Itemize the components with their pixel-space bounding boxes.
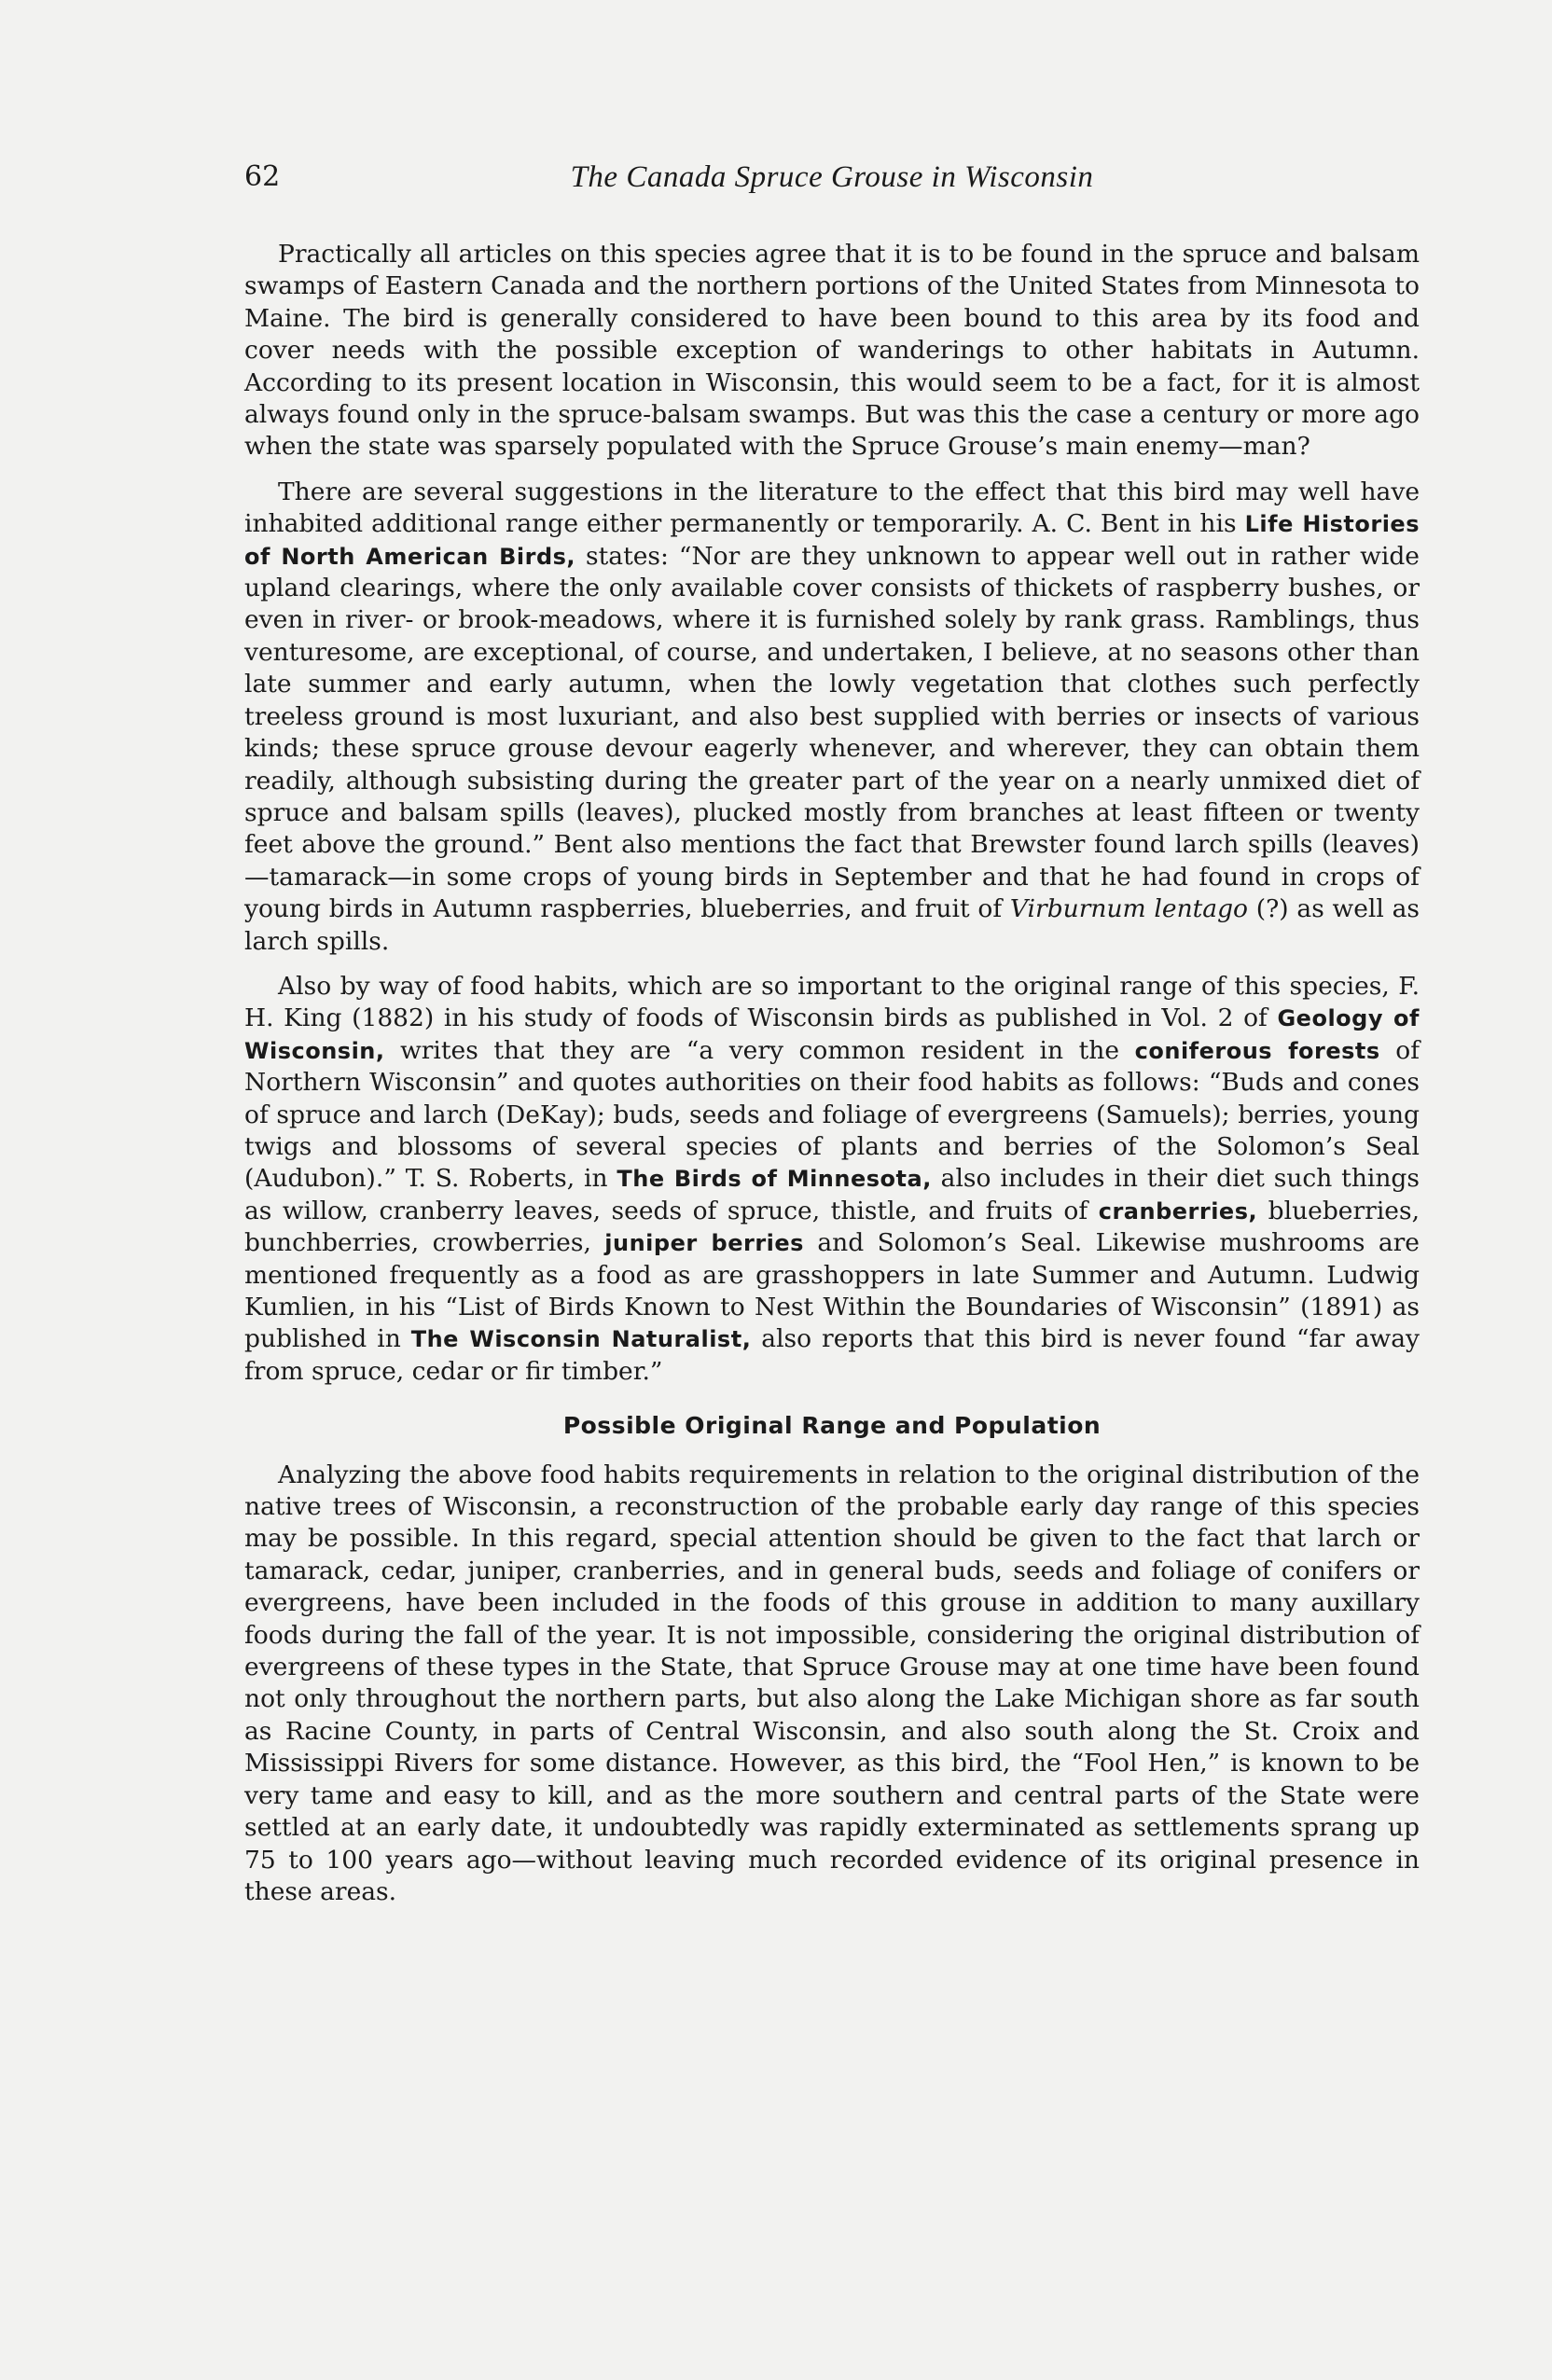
- book-title-birds-minnesota: The Birds of Minnesota,: [617, 1166, 932, 1193]
- running-head: [244, 149, 1420, 201]
- body-text: [244, 239, 1420, 1908]
- running-title: The Canada Spruce Grouse in Wisconsin: [570, 160, 1094, 194]
- page-number: 62: [244, 160, 281, 193]
- book-title-life-histories: Life Histories of North American Birds,: [244, 511, 1420, 570]
- paragraph-3: [244, 971, 1420, 1388]
- paragraph-3-text: of Northern Wisconsin” and quotes authorities on their food habits as follows: “Buds and cones of spruce and larch (DeKay); buds, seeds and foliage of evergreens (Samuels); berries, young twigs and blossoms of several species of plants and berries of the Solomon’s Seal (Audubon).” T. S. Roberts, in: [244, 1035, 1420, 1194]
- paragraph-3-text: and Solomon’s Seal. Likewise mushrooms are mentioned frequently as a food as are grasshoppers in late Summer and Autumn. Ludwig Kumlien, in his “List of Birds Known to Nest Within the Boundaries of Wisconsin” (1891) as published in: [244, 1228, 1420, 1354]
- paragraph-3-text: also reports that this bird is never found “far away from spruce, cedar or fir timber.”: [244, 1324, 1420, 1386]
- paragraph-1: Practically all articles on this species agree that it is to be found in the spruce and balsam swamps of Eastern Canada and the northern portions of the United States from Minnesota to Maine. The bird is generally considered to have been bound to this area by its food and cover needs with the possible exception of wanderings to other habitats in Autumn. According to its present location in Wisconsin, this would seem to be a fact, for it is almost always found only in the spruce-balsam swamps. But was this the case a century or more ago when the state was sparsely populated with the Spruce Grouse’s main enemy—man?: [244, 240, 1420, 462]
- book-title-geology: Geology of Wisconsin,: [244, 1005, 1420, 1064]
- section-heading: Possible Original Range and Population: [562, 1412, 1102, 1440]
- paragraph-4: Analyzing the above food habits requirements in relation to the original distribution of the native trees of Wisconsin, a reconstruction of the probable early day range of this species may be possible. In this regard, special attention should be given to the fact that larch or tamarack, cedar, juniper, cranberries, and in general buds, seeds and foliage of conifers or evergreens, have been included in the foods of this grouse in addition to many auxillary foods during the fall of the year. It is not impossible, considering the original distribution of evergreens of these types in the State, that Spruce Grouse may at one time have been found not only throughout the northern parts, but also along the Lake Michigan shore as far south as Racine County, in parts of Central Wisconsin, and also south along the St. Croix and Mississippi Rivers for some distance. However, as this bird, the “Fool Hen,” is known to be very tame and easy to kill, and as the more southern and central parts of the State were settled at an early date, it undoubtedly was rapidly exterminated as settlements sprang up 75 to 100 years ago—without leaving much recorded evidence of its original presence in these areas.: [244, 1460, 1420, 1906]
- emphasis-cranberries: cranberries,: [1098, 1197, 1258, 1225]
- species-name-viburnum: Virburnum lentago: [1009, 894, 1249, 924]
- emphasis-coniferous-forests: coniferous forests: [1134, 1037, 1380, 1064]
- paragraph-3-text: blueberries, bunchberries, crowberries,: [244, 1196, 1420, 1258]
- paragraph-2-text: (?) as well as larch spills.: [244, 894, 1420, 956]
- paragraph-2-text: states: “Nor are they unknown to appear well out in rather wide upland clearings, where the only available cover consists of thickets of raspberry bushes, or even in river- or brook-meadows, where it is furnished solely by rank grass. Ramblings, thus venturesome, are exceptional, of course, and undertaken, I believe, at no seasons other than late summer and early autumn, when the lowly vegetation that clothes such perfectly treeless ground is most luxuriant, and also best supplied with berries or insects of various kinds; these spruce grouse devour eagerly whenever, and wherever, they can obtain them readily, although subsisting during the greater part of the year on a nearly unmixed diet of spruce and balsam spills (leaves), plucked mostly from branches at least fifteen or twenty feet above the ground.” Bent also mentions the fact that Brewster found larch spills (leaves)—tamarack—in some crops of young birds in September and that he had found in crops of young birds in Autumn raspberries, blueberries, and fruit of: [244, 541, 1420, 924]
- paragraph-3-text: writes that they are “a very common resident in the: [384, 1035, 1135, 1065]
- paragraph-3-text: also includes in their diet such things as willow, cranberry leaves, seeds of spruce, thistle, and fruits of: [244, 1164, 1420, 1225]
- journal-title-wisconsin-naturalist: The Wisconsin Naturalist,: [410, 1326, 752, 1353]
- emphasis-juniper-berries: juniper berries: [604, 1230, 804, 1257]
- paragraph-3-text: Also by way of food habits, which are so important to the original range of this species, F. H. King (1882) in his study of foods of Wisconsin birds as published in Vol. 2 of: [244, 971, 1420, 1033]
- paragraph-2-text: There are several suggestions in the literature to the effect that this bird may well have inhabited additional range either permanently or temporarily. A. C. Bent in his: [244, 477, 1420, 539]
- paragraph-2: [244, 477, 1420, 958]
- document-page: [244, 149, 1420, 1921]
